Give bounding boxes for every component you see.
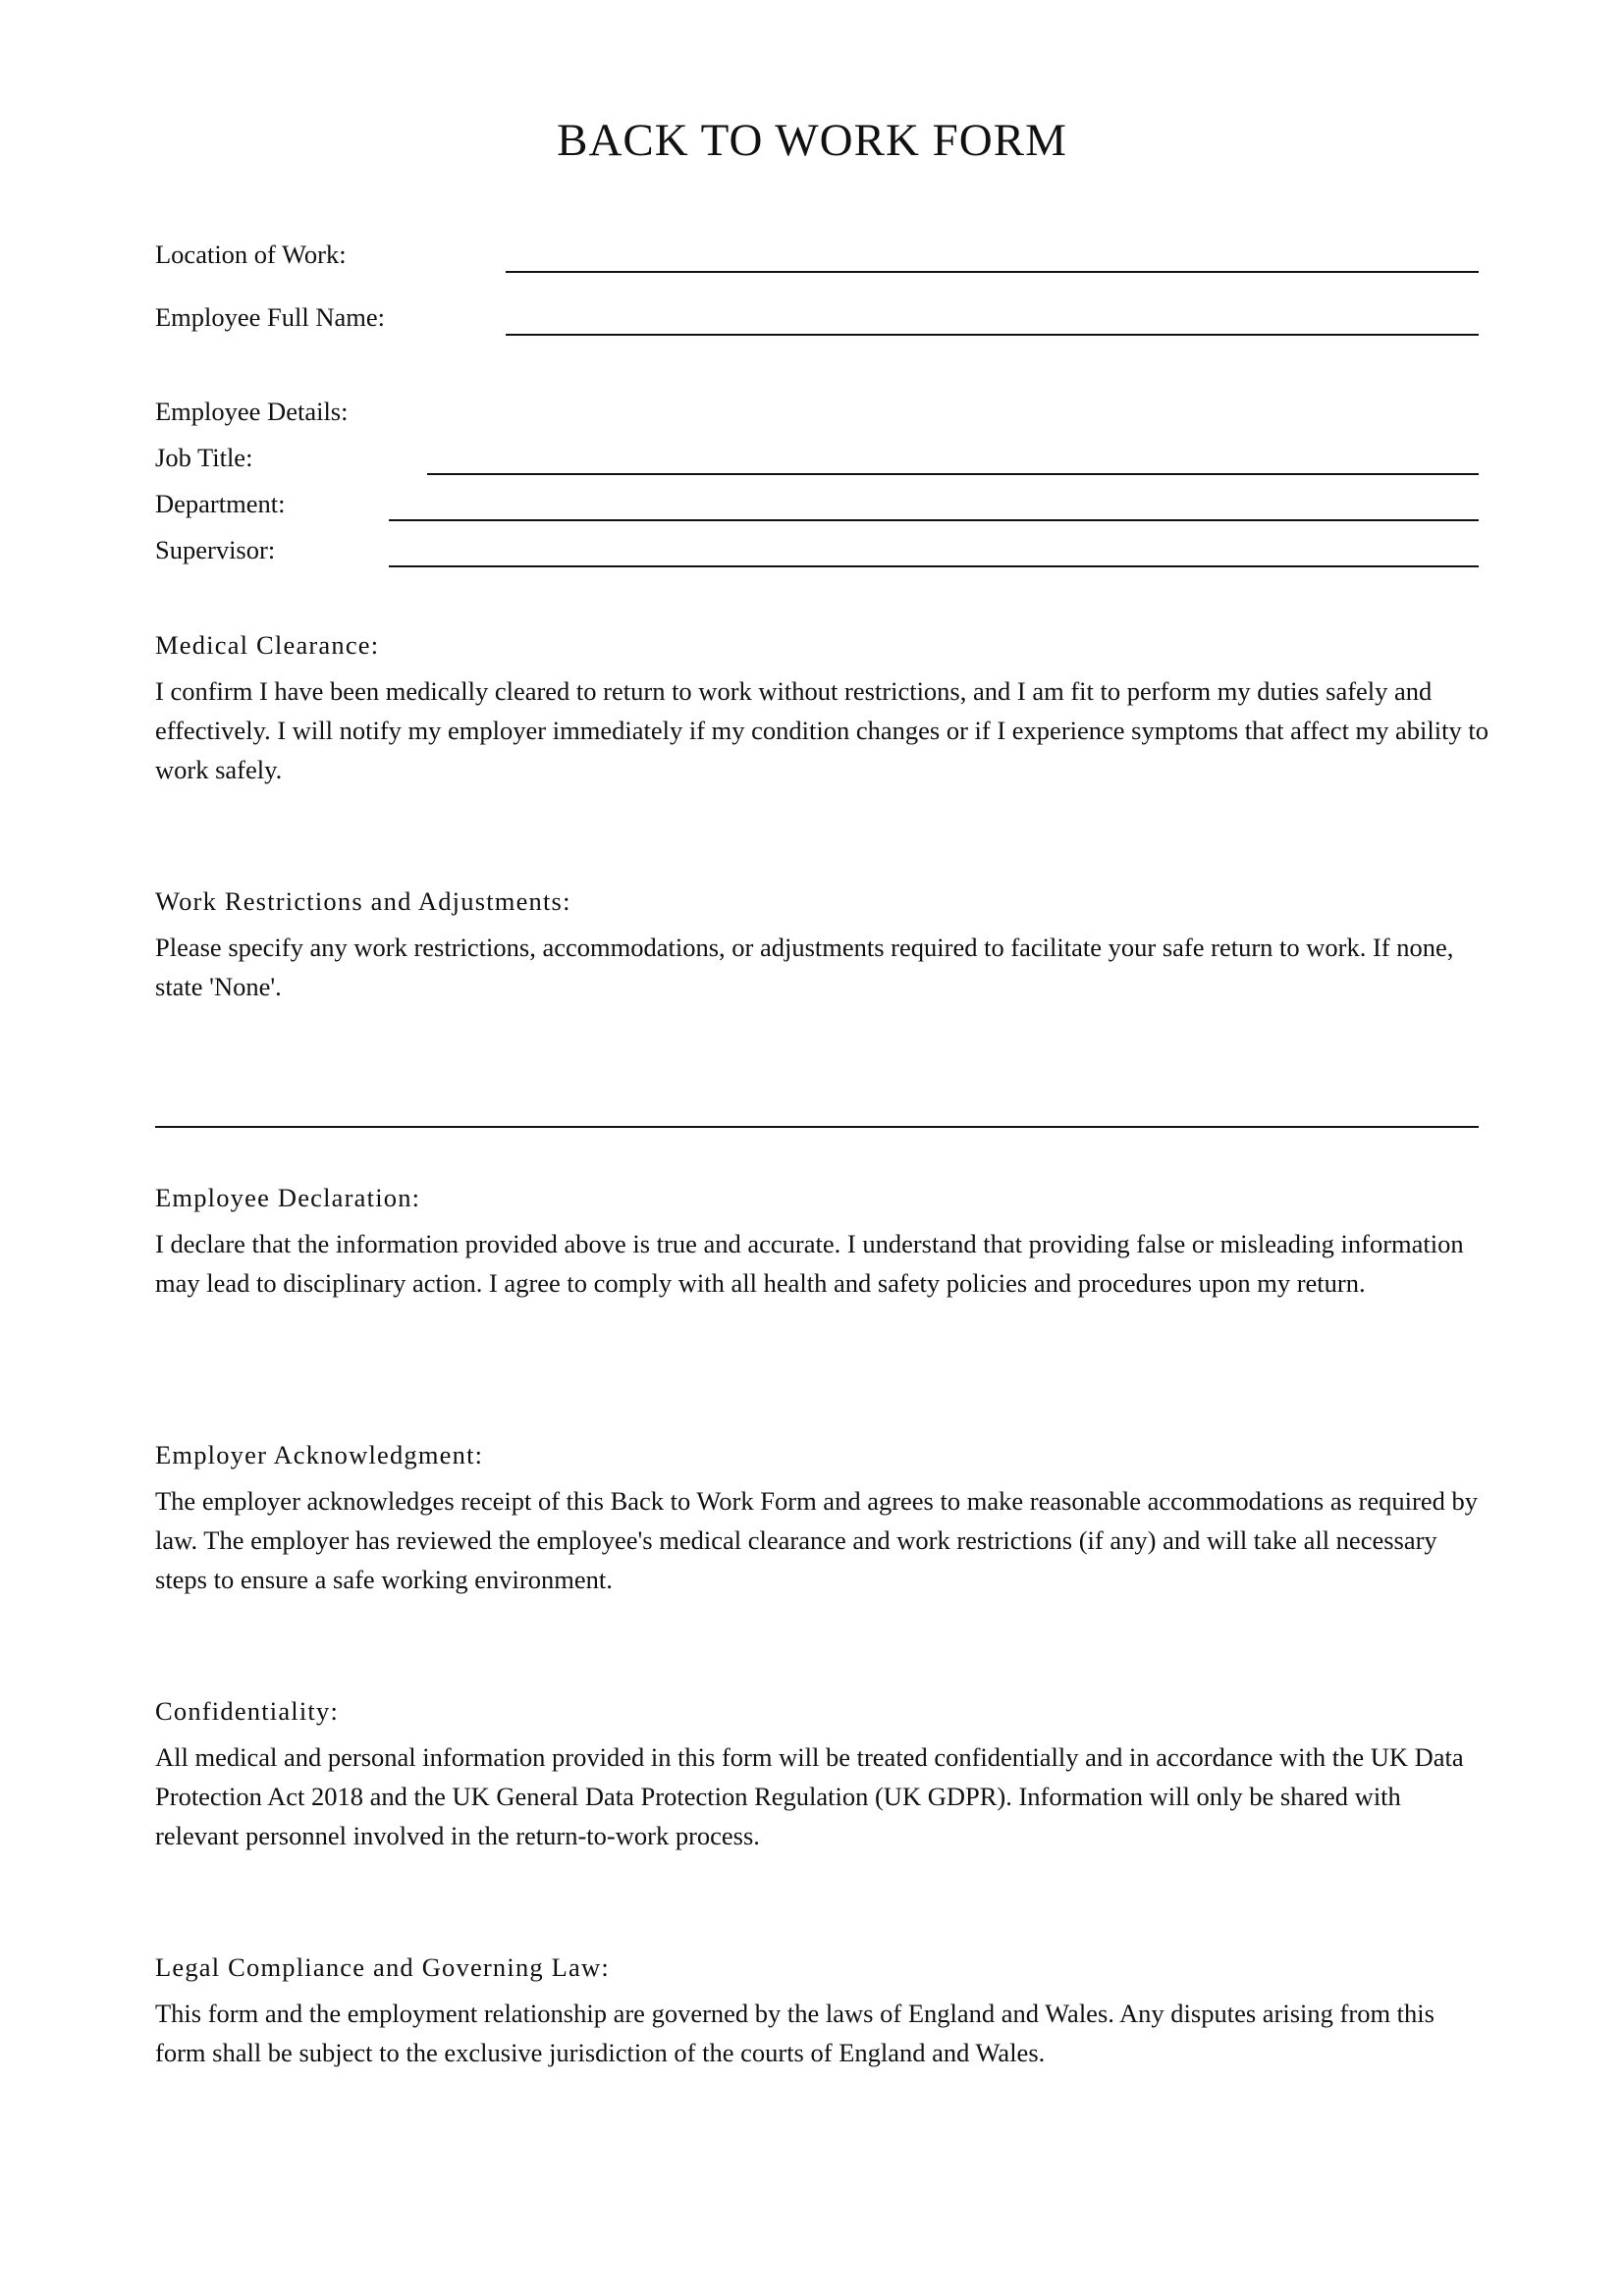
job-title-field-line[interactable]	[427, 473, 1479, 475]
medical-clearance-text: I confirm I have been medically cleared to return to work without restrictions, and I am fit to perform my duties safely and effectively. I will notify my employer immediately if my condition changes or if I experience symptoms that affect my ability to work safely.	[155, 676, 1489, 784]
job-title-label: Job Title:	[155, 443, 253, 472]
legal-compliance-heading: Legal Compliance and Governing Law:	[155, 1952, 610, 1982]
employee-declaration-text: I declare that the information provided above is true and accurate. I understand that providing false or misleading information may lead to disciplinary action. I agree to comply with all health and safety policies and procedures upon my return.	[155, 1229, 1464, 1298]
confidentiality-heading: Confidentiality:	[155, 1696, 340, 1726]
work-restrictions-field-line[interactable]	[155, 1126, 1479, 1128]
supervisor-field-line[interactable]	[389, 565, 1479, 567]
medical-clearance-heading: Medical Clearance:	[155, 630, 380, 660]
confidentiality-text: All medical and personal information provided in this form will be treated confidentially and in accordance with the UK Data Protection Act 2018 and the UK General Data Protection Regulation (UK GDPR). Information will only be shared with relevant personnel involved in the return-to-work process.	[155, 1742, 1464, 1850]
employee-details-heading: Employee Details:	[155, 397, 349, 426]
location-label: Location of Work:	[155, 240, 347, 269]
department-label: Department:	[155, 489, 286, 518]
employee-name-label: Employee Full Name:	[155, 302, 386, 332]
legal-compliance-text: This form and the employment relationship are governed by the laws of England and Wales. Any disputes arising from this form shall be subject to the exclusive jurisdiction of the courts of England and Wales.	[155, 1999, 1435, 2067]
employer-acknowledgment-heading: Employer Acknowledgment:	[155, 1440, 484, 1469]
employer-acknowledgment-text: The employer acknowledges receipt of this Back to Work Form and agrees to make reasonable accommodations as required by law. The employer has reviewed the employee's medical clearance and work restrictions (if any) and will take all necessary steps to ensure a safe working environment.	[155, 1486, 1478, 1594]
employee-declaration-heading: Employee Declaration:	[155, 1183, 421, 1212]
supervisor-label: Supervisor:	[155, 535, 276, 564]
employee-name-field-line[interactable]	[506, 334, 1479, 336]
form-title: BACK TO WORK FORM	[557, 115, 1067, 166]
location-field-line[interactable]	[506, 271, 1479, 273]
department-field-line[interactable]	[389, 519, 1479, 521]
work-restrictions-text: Please specify any work restrictions, accommodations, or adjustments required to facilitate your safe return to work. If none, state 'None'.	[155, 933, 1454, 1001]
work-restrictions-heading: Work Restrictions and Adjustments:	[155, 886, 571, 916]
